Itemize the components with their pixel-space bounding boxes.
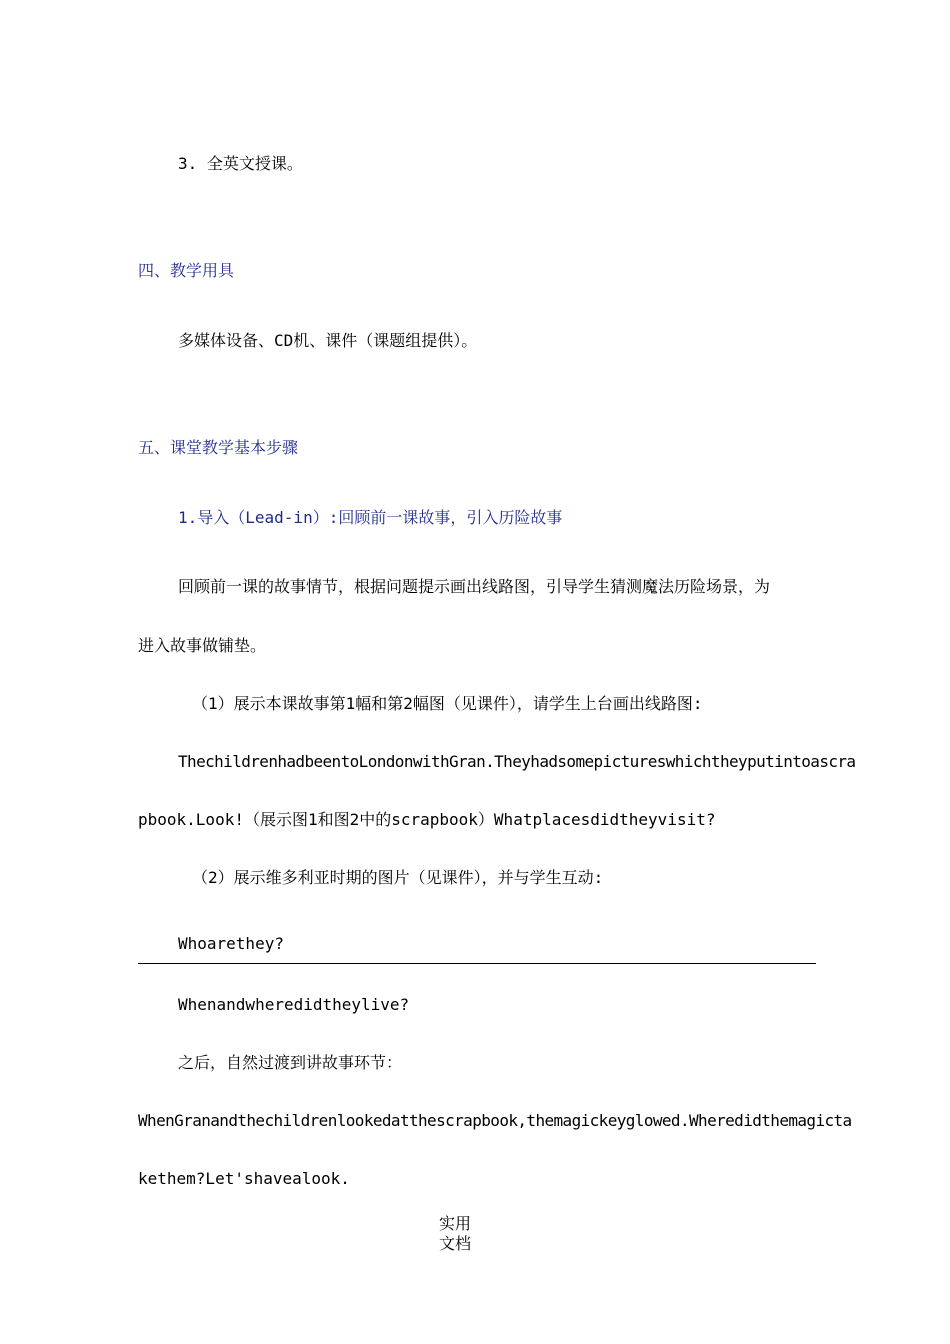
list-item-3: 3. 全英文授课。 — [178, 154, 303, 173]
transition-text: 之后，自然过渡到讲故事环节： — [178, 1053, 403, 1072]
teaching-tools-text: 多媒体设备、CD机、课件（课题组提供）。 — [178, 331, 478, 350]
horizontal-divider — [138, 963, 816, 964]
question-when-where: Whenandwheredidtheylive? — [178, 995, 410, 1014]
step-1-paragraph-line-1: 回顾前一课的故事情节，根据问题提示画出线路图，引导学生猜测魔法历险场景，为 — [178, 577, 771, 596]
step-1-paragraph-line-2: 进入故事做铺垫。 — [138, 636, 267, 655]
story-line-2: kethem?Let'shavealook. — [138, 1169, 350, 1188]
sub-step-1-english-line-2: pbook.Look!（展示图1和图2中的scrapbook）Whatplacesdidtheyvisit? — [138, 810, 716, 829]
sub-step-1: （1）展示本课故事第1幅和第2幅图（见课件），请学生上台画出线路图: — [192, 694, 703, 713]
question-who: Whoarethey? — [178, 934, 284, 953]
section-heading-teaching-tools: 四、教学用具 — [138, 261, 235, 280]
footer-line-1: 实用 — [438, 1214, 471, 1233]
sub-step-1-english-line-1: ThechildrenhadbeentoLondonwithGran.Theyhadsomepictureswhichtheyputintoascra — [178, 752, 856, 771]
story-line-1: WhenGranandthechildrenlookedatthescrapbook,themagickeyglowed.Wheredidthemagicta — [138, 1111, 852, 1130]
section-heading-teaching-steps: 五、课堂教学基本步骤 — [138, 438, 299, 457]
step-1-heading: 1.导入（Lead-in）:回顾前一课故事，引入历险故事 — [178, 508, 563, 527]
footer-line-2: 文档 — [438, 1234, 471, 1253]
sub-step-2: （2）展示维多利亚时期的图片（见课件），并与学生互动: — [192, 868, 604, 887]
